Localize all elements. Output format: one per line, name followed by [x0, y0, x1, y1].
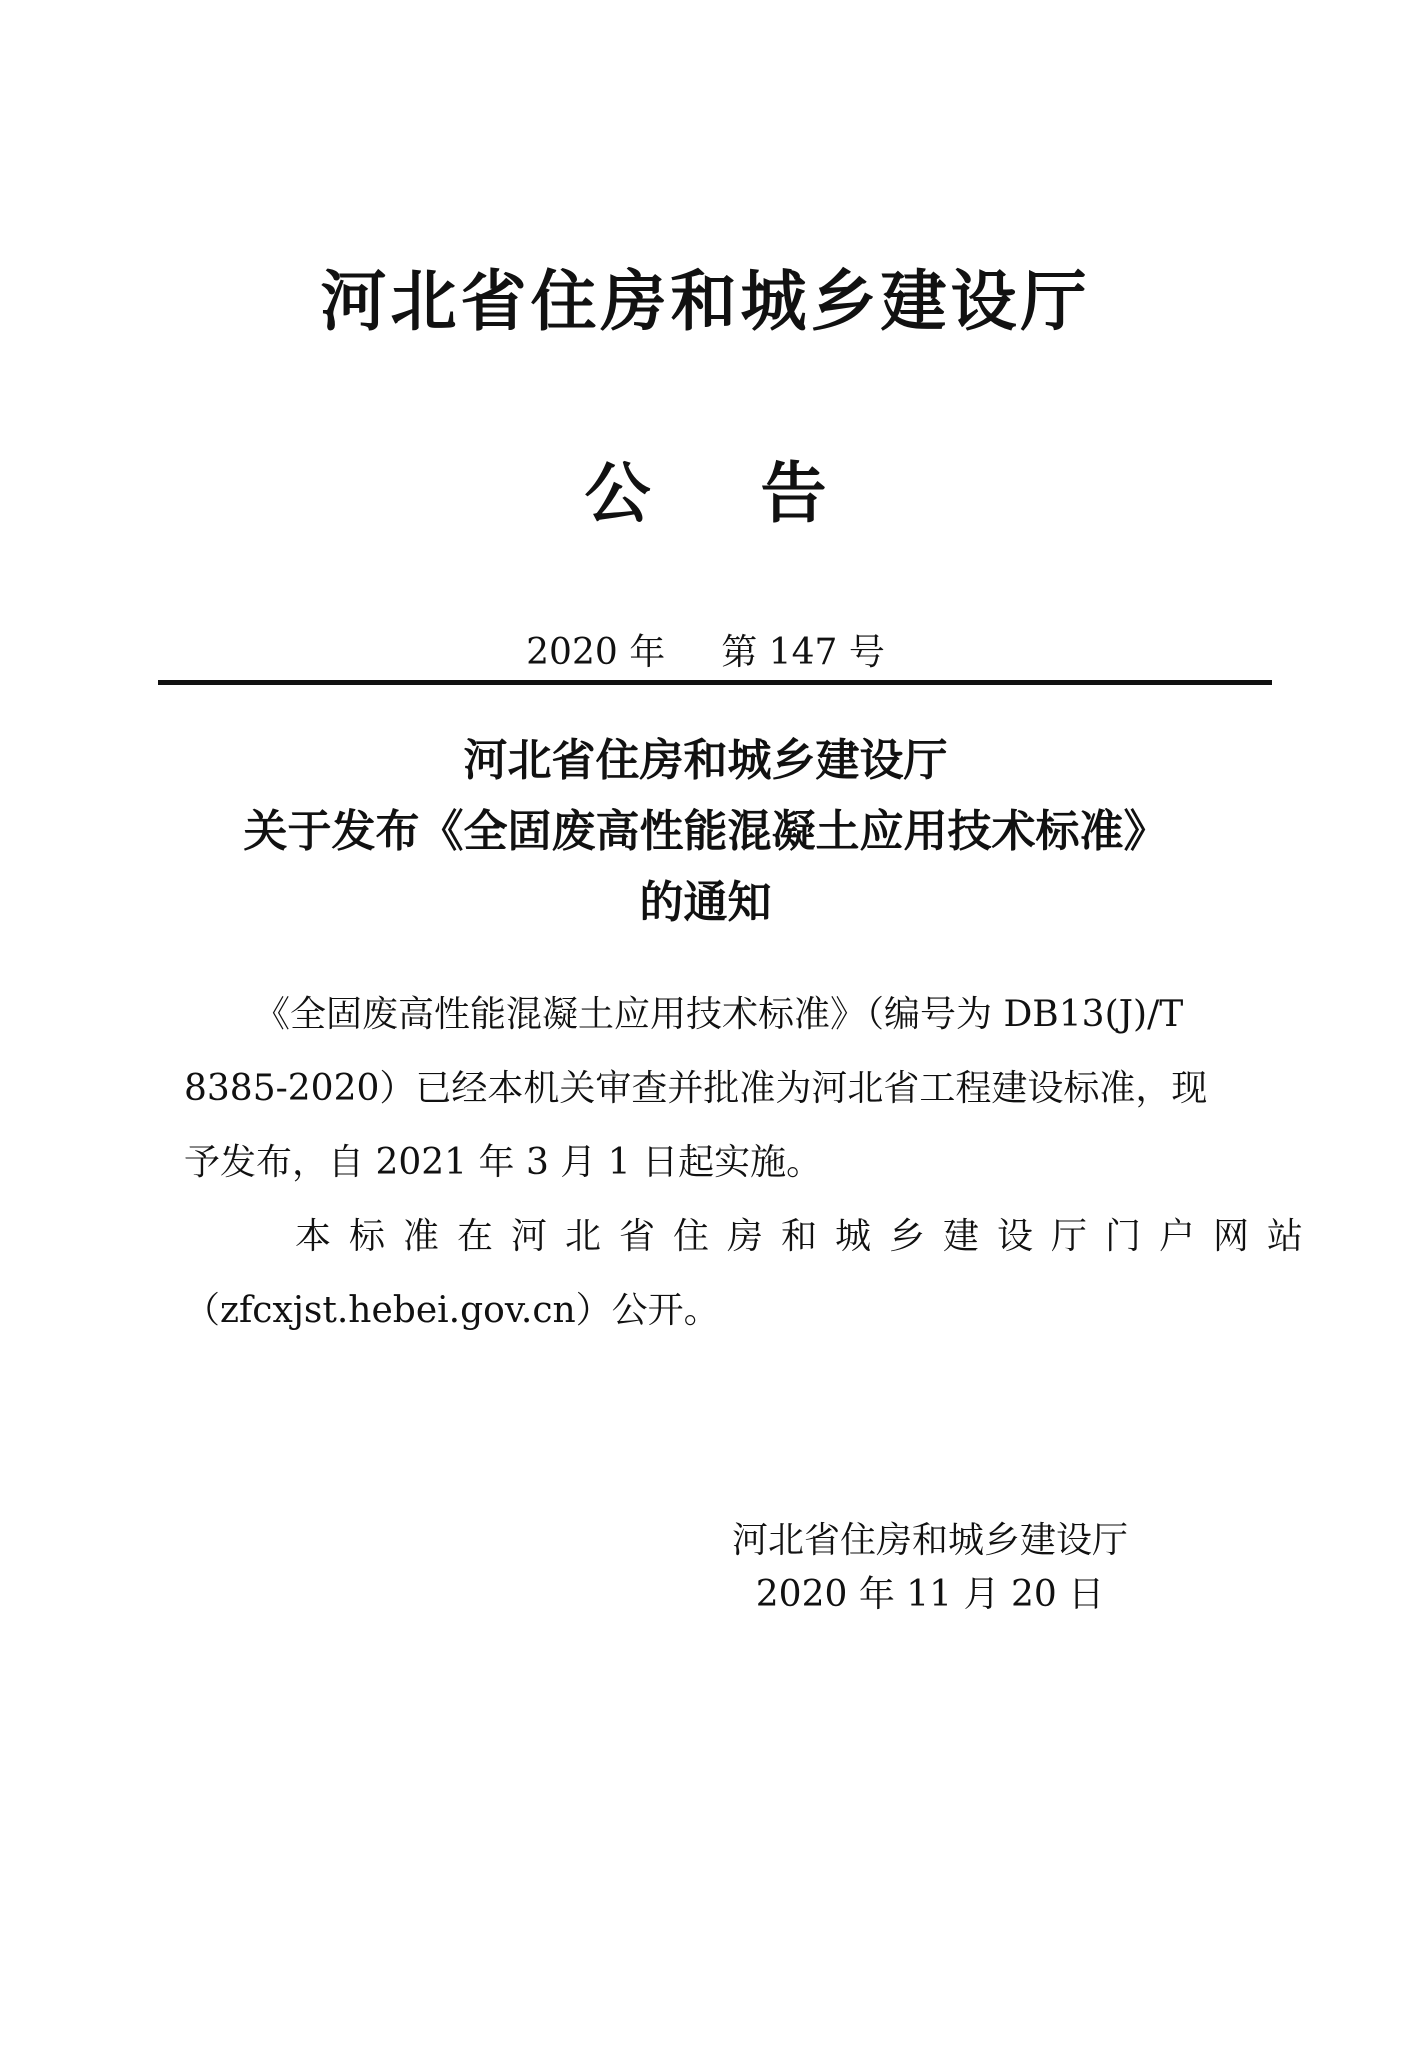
header-divider-rule — [158, 680, 1272, 685]
document-year: 2020 年 — [526, 632, 666, 673]
body-paragraph-2-line-1: 本标准在河北省住房和城乡建设厅门户网站 — [295, 1216, 1322, 1257]
notice-title-line-2: 关于发布《全固废高性能混凝土应用技术标准》 — [243, 806, 1168, 857]
notice-title-line-3: 的通知 — [639, 877, 772, 928]
document-type-heading: 公告 — [584, 454, 937, 532]
notice-title-line-1: 河北省住房和城乡建设厅 — [463, 735, 948, 786]
signature-issuer: 河北省住房和城乡建设厅 — [731, 1520, 1128, 1561]
issuing-agency-heading: 河北省住房和城乡建设厅 — [320, 262, 1091, 340]
body-paragraph-1-line-3: 予发布，自 2021 年 3 月 1 日起实施。 — [184, 1142, 823, 1183]
body-paragraph-1-line-2: 8385-2020）已经本机关审查并批准为河北省工程建设标准，现 — [184, 1068, 1208, 1109]
document-number — [0, 624, 1411, 675]
body-paragraph-1-line-1: 《全固废高性能混凝土应用技术标准》（编号为 DB13(J)/T — [254, 994, 1184, 1035]
signature-date: 2020 年 11 月 20 日 — [755, 1574, 1105, 1615]
document-serial-number: 第 147 号 — [721, 632, 885, 673]
body-paragraph-2-line-2: （zfcxjst.hebei.gov.cn）公开。 — [184, 1290, 720, 1331]
